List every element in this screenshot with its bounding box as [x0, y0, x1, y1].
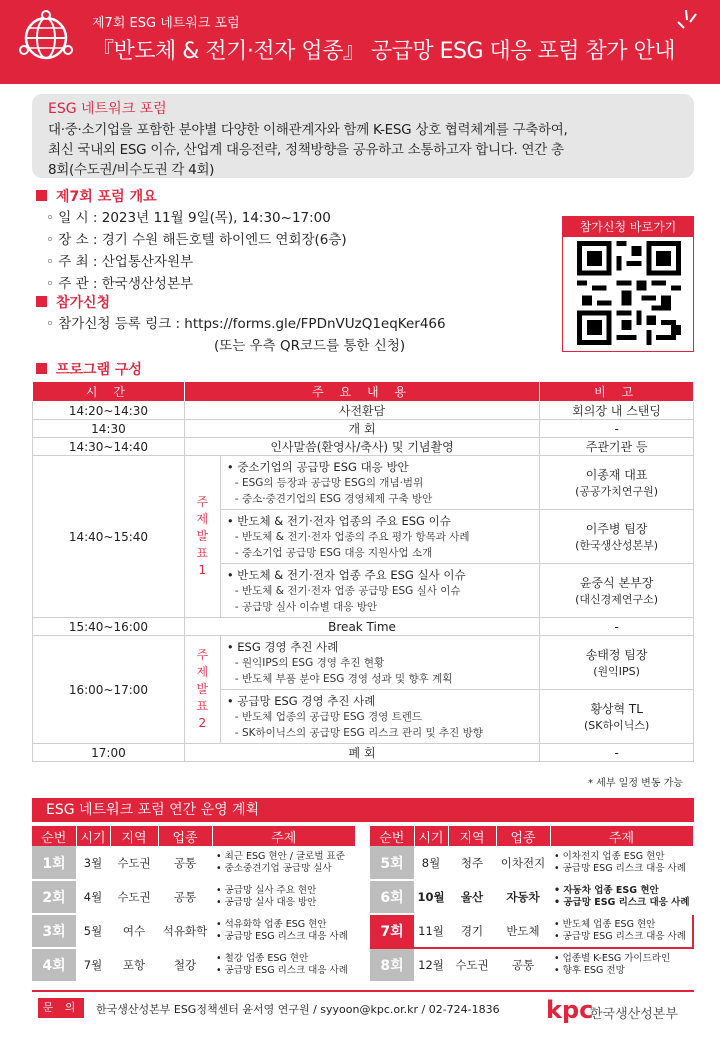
topic-sub: - 반도체 부품 분야 ESG 경영 성과 및 향후 계획: [234, 672, 453, 685]
globe-network-icon: [18, 10, 74, 66]
forum-region: 포항: [110, 948, 158, 982]
row-content: 인사말씀(환영사/축사) 및 기념촬영: [184, 438, 539, 456]
forum-number: 7회: [370, 914, 414, 948]
forum-industry: 철강: [158, 948, 212, 982]
speaker-org: (한국생산성본부): [575, 539, 659, 552]
forum-industry: 반도체: [496, 914, 550, 948]
forum-month: 4월: [76, 880, 110, 914]
forum-number: 6회: [370, 880, 414, 914]
session1-label-char: 표: [196, 546, 209, 560]
topic-sub: - 중소기업 공급망 ESG 대응 지원사업 소개: [234, 546, 433, 559]
section-program-label: 프로그램 구성: [56, 362, 143, 378]
row-time: 15:40~16:00: [33, 618, 185, 636]
annual-plan-title: ESG 네트워크 포럼 연간 운영 계획: [32, 798, 694, 822]
section-registration-title: [36, 292, 110, 312]
forum-industry: 석유화학: [158, 914, 212, 948]
session1-label-char: 주: [196, 495, 209, 509]
overview-list: [46, 207, 347, 295]
contact-info[interactable]: 한국생산성본부 ESG정책센터 윤서영 연구원 / syyoon@kpc.or.kr / 02-724-1836: [96, 1003, 500, 1016]
program-table: [32, 381, 694, 762]
annual-header-row: [32, 826, 356, 846]
col-header-month: 시기: [76, 826, 110, 846]
page-title: 『반도체 & 전기·전자 업종』 공급망 ESG 대응 포럼 참가 안내: [92, 39, 676, 64]
row-note: 주관기관 등: [540, 438, 694, 456]
forum-month: 12월: [414, 948, 448, 982]
topic-main: • 공급망 ESG 경영 추진 사례: [226, 693, 376, 708]
header-banner: [0, 0, 720, 84]
table-row: [370, 948, 693, 982]
forum-industry: 공통: [496, 948, 550, 982]
col-header-month: 시기: [414, 826, 448, 846]
registration-link[interactable]: ◦ 참가신청 등록 링크 : https://forms.gle/FPDnVUzQ1eqKer466: [46, 316, 446, 332]
overview-organizer: ◦ 주 관 : 한국생산성본부: [46, 276, 194, 292]
forum-month: 7월: [76, 948, 110, 982]
qr-box[interactable]: [562, 216, 694, 352]
table-row: [32, 948, 356, 982]
session1-time: 14:40~15:40: [33, 456, 185, 618]
forum-number: 8회: [370, 948, 414, 982]
table-row: [370, 846, 693, 880]
table-row: [33, 456, 694, 510]
forum-topic: [550, 846, 693, 880]
col-header-region: 지역: [448, 826, 496, 846]
program-header-row: [33, 382, 694, 402]
section-program-title: [36, 359, 142, 379]
forum-topic: [212, 846, 356, 880]
forum-topic-line: • 공급망 ESG 리스크 대응 사례: [554, 862, 686, 874]
square-bullet-icon: [36, 296, 47, 307]
annual-table-left: [32, 826, 356, 983]
kpc-logo: kpc: [546, 996, 594, 1024]
row-note: 회의장 내 스탠딩: [540, 402, 694, 420]
forum-topic-line: • 공급망 ESG 리스크 대응 사례: [554, 897, 690, 908]
intro-line-1: 대·중·소기업을 포함한 분야별 다양한 이해관계자와 함께 K-ESG 상호 협력체계를 구축하여,: [48, 122, 568, 138]
forum-month: 8월: [414, 846, 448, 880]
col-header-no: 순번: [32, 826, 76, 846]
row-note: -: [540, 420, 694, 438]
speaker-org: (원익IPS): [593, 665, 640, 678]
table-row: [32, 880, 356, 914]
session2-time: 16:00~17:00: [33, 636, 185, 744]
forum-region: 수도권: [110, 880, 158, 914]
speaker-name: 황상혁 TL: [590, 702, 643, 716]
topic-sub: - 반도체 업종의 공급망 ESG 경영 트렌드: [234, 710, 423, 723]
forum-region: 여수: [110, 914, 158, 948]
forum-topic-line: • 이차전지 업종 ESG 현안: [554, 850, 665, 862]
col-header-topic: 주제: [212, 826, 356, 846]
square-bullet-icon: [36, 190, 47, 201]
row-content: Break Time: [184, 618, 539, 636]
topic-sub: - ESG의 등장과 공급망 ESG의 개념·범위: [234, 476, 424, 489]
overview-venue: ◦ 장 소 : 경기 수원 해든호텔 하이엔드 연회장(6층): [46, 232, 347, 248]
section-overview-label: 제7회 포럼 개요: [56, 189, 157, 205]
section-overview-title: [36, 186, 157, 206]
forum-topic: [212, 880, 356, 914]
forum-region: 경기: [448, 914, 496, 948]
forum-topic: [550, 948, 693, 982]
square-bullet-icon: [36, 363, 47, 374]
annual-header-row: [370, 826, 693, 846]
table-row-current: [370, 914, 693, 948]
section-registration-label: 참가신청: [56, 295, 111, 311]
session1-label-char: 1: [198, 563, 207, 577]
forum-topic-line: • 철강 업종 ESG 현안: [216, 953, 309, 964]
table-row: [33, 402, 694, 420]
speaker-org: (대신경제연구소): [575, 593, 659, 606]
speaker-name: 이종재 대표: [585, 468, 648, 482]
overview-host: ◦ 주 최 : 산업통산자원부: [46, 254, 194, 270]
intro-line-3: 8회(수도권/비수도권 각 4회): [48, 162, 215, 178]
schedule-footnote: * 세부 일정 변동 가능: [588, 778, 683, 789]
forum-number: 1회: [32, 846, 76, 880]
topic-sub: - 반도체 & 전기·전자 업종 공급망 ESG 실사 이슈: [234, 584, 461, 597]
speaker-cell: [540, 456, 694, 510]
row-content: 개 회: [184, 420, 539, 438]
intro-box: [32, 94, 694, 178]
table-row: [33, 420, 694, 438]
intro-line-2: 최신 국내외 ESG 이슈, 산업계 대응전략, 정책방향을 공유하고 소통하고자 합니다. 연간 총: [48, 142, 564, 158]
forum-industry: 자동차: [496, 880, 550, 914]
forum-region: 울산: [448, 880, 496, 914]
forum-topic: [212, 914, 356, 948]
header-subtitle: 제7회 ESG 네트워크 포럼: [92, 16, 240, 31]
table-row: [33, 438, 694, 456]
overview-date: ◦ 일 시 : 2023년 11월 9일(목), 14:30~17:00: [46, 210, 331, 226]
forum-topic-line: • 향후 ESG 전망: [554, 965, 625, 976]
row-time: 14:30~14:40: [33, 438, 185, 456]
topic-sub: - 반도체 & 전기·전자 업종의 주요 평가 항목과 사례: [234, 530, 470, 543]
registration-info: [46, 313, 446, 357]
forum-number: 4회: [32, 948, 76, 982]
col-header-content: 주 요 내 용: [184, 382, 539, 402]
forum-topic: [550, 880, 693, 914]
speaker-name: 윤중식 본부장: [579, 576, 654, 590]
forum-region: 청주: [448, 846, 496, 880]
topic-cell: [220, 636, 539, 690]
sparkle-icon: [674, 8, 698, 30]
forum-topic: [212, 948, 356, 982]
col-header-industry: 업종: [496, 826, 550, 846]
session1-label: [184, 456, 220, 618]
table-row: [32, 914, 356, 948]
forum-region: 수도권: [110, 846, 158, 880]
topic-cell: [220, 564, 539, 618]
footer: [32, 990, 694, 1026]
topic-main: • ESG 경영 추진 사례: [226, 639, 339, 654]
topic-main: • 반도체 & 전기·전자 업종의 주요 ESG 이슈: [226, 513, 451, 528]
topic-sub: - 원익IPS의 ESG 경영 추진 현황: [234, 656, 385, 669]
col-header-industry: 업종: [158, 826, 212, 846]
forum-number: 5회: [370, 846, 414, 880]
topic-cell: [220, 510, 539, 564]
forum-month: 10월: [414, 880, 448, 914]
table-row: [370, 880, 693, 914]
col-header-time: 시 간: [33, 382, 185, 402]
row-note: -: [540, 744, 694, 762]
session2-label-char: 제: [196, 665, 209, 679]
col-header-topic: 주제: [550, 826, 693, 846]
registration-note: (또는 우측 QR코드를 통한 신청): [214, 338, 406, 354]
forum-topic-line: • 공급망 ESG 리스크 대응 사례: [554, 931, 686, 942]
session2-label-char: 발: [196, 682, 209, 696]
session1-label-char: 발: [196, 529, 209, 543]
session2-label: [184, 636, 220, 744]
row-note: -: [540, 618, 694, 636]
forum-month: 11월: [414, 914, 448, 948]
forum-topic-line: • 공급망 ESG 리스크 대응 사례: [216, 931, 348, 942]
speaker-org: (SK하이닉스): [583, 719, 650, 732]
forum-region: 수도권: [448, 948, 496, 982]
annual-table-right: [370, 826, 694, 983]
forum-topic: [550, 914, 693, 948]
forum-number: 3회: [32, 914, 76, 948]
speaker-cell: [540, 510, 694, 564]
forum-month: 5월: [76, 914, 110, 948]
speaker-cell: [540, 564, 694, 618]
table-row: [32, 846, 356, 880]
forum-month: 3월: [76, 846, 110, 880]
session2-label-char: 2: [198, 716, 207, 730]
session2-label-char: 주: [196, 648, 209, 662]
contact-label: 문 의: [38, 998, 84, 1018]
speaker-name: 송태정 팀장: [585, 648, 648, 662]
forum-topic-line: • 공급망 실사 주요 현안: [216, 885, 317, 896]
forum-topic-line: • 중소중견기업 공급망 실사: [216, 862, 332, 874]
col-header-note: 비 고: [540, 382, 694, 402]
forum-topic-line: • 석유화학 업종 ESG 현안: [216, 919, 327, 930]
forum-topic-line: • 업종별 K-ESG 가이드라인: [554, 953, 671, 964]
forum-topic-line: • 반도체 업종 ESG 현안: [554, 919, 656, 930]
row-time: 14:20~14:30: [33, 402, 185, 420]
table-row: [33, 618, 694, 636]
session1-label-char: 제: [196, 512, 209, 526]
forum-industry: 공통: [158, 880, 212, 914]
table-row: [33, 744, 694, 762]
forum-topic-line: • 공급망 실사 대응 방안: [216, 897, 317, 908]
qr-code-icon[interactable]: [577, 241, 681, 345]
topic-cell: [220, 456, 539, 510]
row-content: 폐 회: [184, 744, 539, 762]
topic-sub: - 공급망 실사 이슈별 대응 방안: [234, 600, 378, 613]
org-name: 한국생산성본부: [590, 1007, 678, 1022]
topic-main: • 중소기업의 공급망 ESG 대응 방안: [226, 459, 409, 474]
qr-caption: 참가신청 바로가기: [563, 217, 693, 237]
intro-title: ESG 네트워크 포럼: [48, 101, 167, 117]
topic-sub: - 중소·중견기업의 ESG 경영체제 구축 방안: [234, 492, 433, 505]
topic-sub: - SK하이닉스의 공급망 ESG 리스크 관리 및 추진 방향: [234, 726, 483, 739]
topic-cell: [220, 690, 539, 744]
forum-topic-line: • 최근 ESG 현안 / 글로벌 표준: [216, 850, 345, 862]
forum-industry: 공통: [158, 846, 212, 880]
topic-main: • 반도체 & 전기·전자 업종 주요 ESG 실사 이슈: [226, 567, 466, 582]
col-header-no: 순번: [370, 826, 414, 846]
col-header-region: 지역: [110, 826, 158, 846]
speaker-name: 이주병 팀장: [585, 522, 648, 536]
forum-topic-line: • 공급망 ESG 리스크 대응 사례: [216, 965, 348, 976]
forum-number: 2회: [32, 880, 76, 914]
table-row: [33, 636, 694, 690]
row-time: 14:30: [33, 420, 185, 438]
session2-label-char: 표: [196, 699, 209, 713]
row-time: 17:00: [33, 744, 185, 762]
speaker-org: (공공가치연구원): [575, 485, 659, 498]
speaker-cell: [540, 690, 694, 744]
row-content: 사전환담: [184, 402, 539, 420]
forum-industry: 이차전지: [496, 846, 550, 880]
forum-topic-line: • 자동차 업종 ESG 현안: [554, 885, 659, 896]
speaker-cell: [540, 636, 694, 690]
